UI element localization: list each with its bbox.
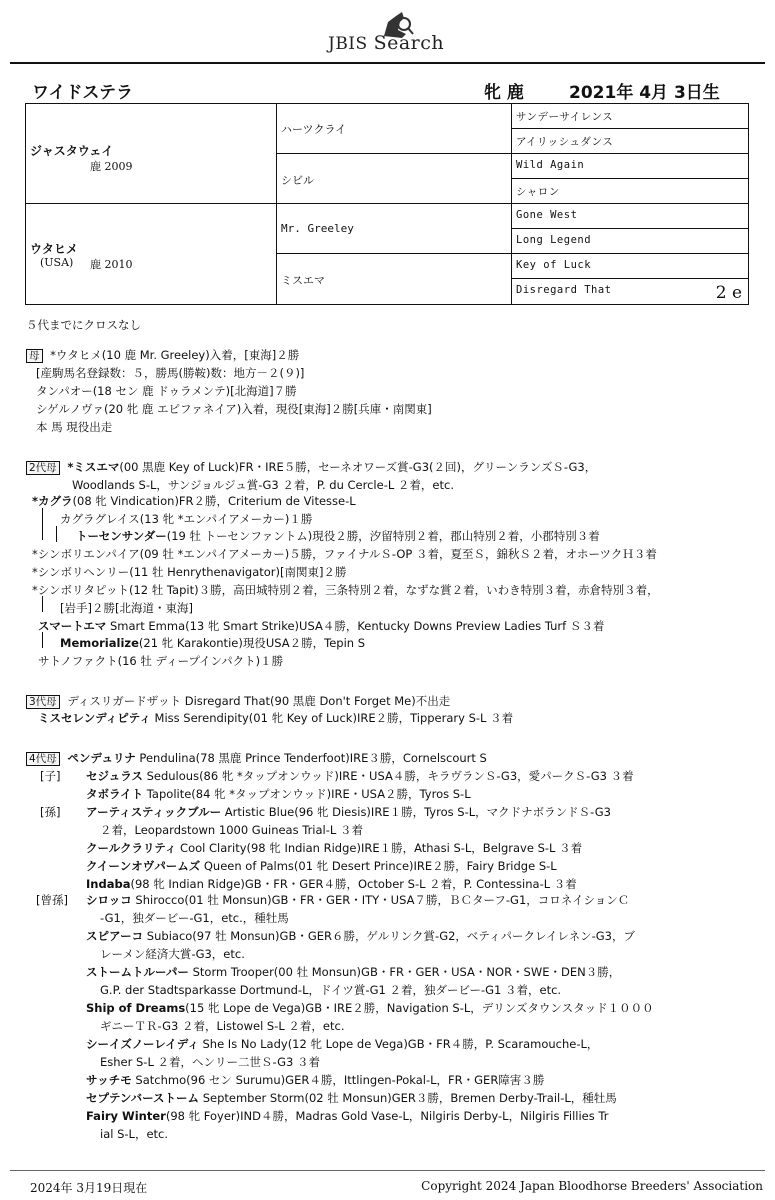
dam-line [26, 346, 299, 364]
dam2-record-cont: Woodlands S-L，サンジョルジュ賞-G3 ２着，P. du Cercle-L ２着，etc. [72, 478, 454, 492]
descendant-record: Cool Clarity(98 牝 Indian Ridge)IRE１勝，Athasi S-L，Belgrave S-L ３着 [176, 841, 583, 855]
descendant-row [100, 1125, 168, 1143]
descendant-record: Storm Trooper(00 牡 Monsun)GB・FR・GER・USA・NOR・SWE・DEN３勝， [188, 965, 621, 979]
descendant-record: (98 牝 Indian Ridge)GB・FR・GER４勝，October S-L ２着，P. Contessina-L ３着 [130, 877, 577, 891]
descendant-record: (98 牝 Foyer)IND４勝，Madras Gold Vase-L，Nilgiris Derby-L，Nilgiris Fillies Tr [165, 1109, 609, 1123]
gen3-name[interactable]: シャロン [516, 186, 560, 198]
descendant-record: (15 牝 Lope de Vega)GB・IRE２勝，Navigation S-L，デリンズタウンスタッド１０００ [185, 1001, 654, 1015]
sire-detail: 鹿 2009 [90, 160, 133, 173]
descendant-row [86, 963, 620, 981]
descendant-name[interactable]: シーイズノーレイディ [86, 1037, 199, 1051]
dam-progeny-item: シゲルノヴァ(20 牝 鹿 エピファネイア)入着，現役[東海]２勝[兵庫・南関東] [36, 402, 432, 416]
dam2-record: (00 黒鹿 Key of Luck)FR・IRE５勝，セーネオワーズ賞-G3(２回)，グリーンランズＳ-G3， [119, 460, 597, 474]
pedigree-gen3-cell [511, 154, 748, 179]
descendant-row [86, 767, 634, 785]
dam2-progeny-item: サトノファクト(16 牡 ディープインパクト)１勝 [38, 654, 284, 668]
copyright: Copyright 2024 Japan Bloodhorse Breeders' Association [421, 1179, 763, 1193]
descendant-row [100, 1017, 345, 1035]
dam3-record: ディスリガードザット Disregard That(90 黒鹿 Don't Forget Me)不出走 [67, 694, 451, 708]
descendant-name[interactable]: Indaba [86, 877, 131, 891]
gen3-name[interactable]: Gone West [516, 209, 578, 221]
descendant-row [86, 927, 635, 945]
descendant-record: Esher S-L ２着，ヘンリー二世Ｓ-G3 ３着 [100, 1055, 320, 1069]
descendant-name[interactable]: セプテンバーストーム [86, 1091, 200, 1105]
dam2-line [26, 458, 596, 476]
gen3-name[interactable]: サンデーサイレンス [516, 111, 614, 123]
dam3-progeny-item [38, 709, 513, 727]
jbis-search-logo[interactable] [328, 10, 468, 54]
horse-birthdate: 2021年 4月 3日生 [569, 83, 720, 103]
dam-origin: (USA) [40, 256, 74, 269]
descendant-name[interactable]: クイーンオヴパームズ [86, 859, 201, 873]
progeny-record: (21 牝 Karakontie)現役USA２勝，Tepin S [138, 636, 366, 650]
horse-header [32, 78, 752, 103]
descendant-row [100, 1053, 320, 1071]
gen2-name[interactable]: ミスエマ [281, 274, 325, 287]
dam2-progeny-item: *シンボリエンパイア(09 牡 *エンパイアメーカー)５勝，ファイナルＳ-OP ３着，夏至Ｓ，錦秋Ｓ２着，オホーツクＨ３着 [32, 547, 657, 561]
tree-connector [56, 526, 57, 542]
descendant-name[interactable]: セジュラス [86, 769, 143, 783]
descendant-row [86, 803, 611, 821]
descendant-row [86, 857, 557, 875]
generation-label-grandchild: [孫] [40, 805, 61, 819]
descendant-row [100, 821, 363, 839]
pedigree-gen3-cell [511, 279, 748, 304]
pedigree-gen3-cell [511, 179, 748, 204]
gen3-name[interactable]: Long Legend [516, 234, 592, 246]
gen3-name[interactable]: アイリッシュダンス [516, 136, 614, 148]
descendant-name[interactable]: シロッコ [86, 893, 132, 907]
gen3-name[interactable]: Wild Again [516, 159, 585, 171]
descendant-name[interactable]: スピアーコ [86, 929, 144, 943]
pedigree-gen3-cell [511, 254, 748, 279]
descendant-record: ial S-L，etc. [100, 1127, 169, 1141]
pedigree-gen2-cell [276, 254, 511, 304]
descendant-row [86, 999, 654, 1017]
descendant-name[interactable]: サッチモ [86, 1073, 132, 1087]
dam-tag: 母 [26, 349, 43, 363]
descendant-record: Subiaco(97 牡 Monsun)GB・GER６勝，ゲルリンク賞-G2，ベティパークレイレネン-G3，ブ [143, 929, 635, 943]
descendant-record: Artistic Blue(96 牝 Diesis)IRE１勝，Tyros S-L，マクドナボランドＳ-G3 [221, 805, 611, 819]
dam-progeny-count: [産駒馬名登録数：５，勝馬(勝鞍)数：地方－２(９)] [36, 366, 305, 380]
descendant-row [86, 1071, 544, 1089]
descendant-record: Tapolite(84 牝 *タップオンウッド)IRE・USA２勝，Tyros S-L [143, 787, 471, 801]
dam2-progeny-item [32, 492, 356, 510]
progeny-name[interactable]: ミスセレンディピティ [38, 711, 151, 725]
inbreed-mark: 2 e [715, 283, 742, 303]
dam2-progeny-item: *シンボリヘンリー(11 牡 Henrythenavigator)[南関東]２勝 [32, 565, 347, 579]
generation-label-greatgrandchild: [曾孫] [36, 893, 68, 907]
pedigree-gen2-cell [276, 154, 511, 204]
pedigree-gen2-cell [276, 204, 511, 254]
dam-detail: 鹿 2010 [90, 258, 133, 271]
descendant-row [86, 839, 582, 857]
descendant-record: Queen of Palms(01 牝 Desert Prince)IRE２勝，Fairy Bridge S-L [200, 859, 557, 873]
progeny-record: Smart Emma(13 牝 Smart Strike)USA４勝，Kentucky Downs Preview Ladies Turf Ｓ３着 [106, 619, 605, 633]
progeny-name[interactable]: スマートエマ [38, 619, 107, 633]
descendant-row [100, 981, 561, 999]
dam-progeny-item: 本 馬 現役出走 [36, 420, 113, 434]
progeny-record: Miss Serendipity(01 牝 Key of Luck)IRE２勝，Tipperary S-L ３着 [150, 711, 514, 725]
descendant-row [86, 1107, 608, 1125]
pedigree-table [25, 103, 749, 305]
pedigree-sire-cell [26, 104, 276, 204]
descendant-row [100, 945, 245, 963]
descendant-name[interactable]: Fairy Winter [86, 1109, 166, 1123]
dam3-line [26, 692, 450, 710]
tree-connector [42, 596, 43, 612]
descendant-name[interactable]: アーティスティックブルー [86, 805, 222, 819]
descendant-record: She Is No Lady(12 牝 Lope de Vega)GB・FR４勝，P. Scaramouche-L， [198, 1037, 599, 1051]
dam2-grand-progeny [60, 634, 365, 652]
descendant-record: ギニーＴＲ-G3 ２着，Listowel S-L ２着，etc. [100, 1019, 345, 1033]
dam2-progeny-cont: [岩手]２勝[北海道・東海] [60, 601, 193, 615]
horse-sex-color: 牝 鹿 [484, 83, 524, 103]
dam3-tag: 3代母 [26, 695, 60, 709]
pedigree-gen2-cell [276, 104, 511, 154]
gen2-name[interactable]: Mr. Greeley [281, 222, 354, 235]
gen2-name[interactable]: ハーツクライ [281, 123, 347, 136]
tree-connector [42, 508, 43, 540]
dam2-progeny-item [38, 617, 604, 635]
descendant-name[interactable]: ストームトルーパー [86, 965, 189, 979]
descendant-record: Sedulous(86 牝 *タップオンウッド)IRE・USA４勝，キラヴランＳ-G3，愛パークＳ-G3 ３着 [142, 769, 634, 783]
gen3-name[interactable]: Disregard That [516, 284, 612, 296]
pedigree-gen3-cell [511, 229, 748, 254]
dam-name[interactable]: ウタヒメ [30, 242, 78, 256]
logo-text: JBIS Search [328, 32, 445, 54]
dam4-record: Pendulina(78 黒鹿 Prince Tenderfoot)IRE３勝，Cornelscourt S [135, 751, 487, 765]
descendant-row [86, 1035, 598, 1053]
as-of-date: 2024年 3月19日現在 [30, 1181, 148, 1195]
descendant-record: ２着，Leopardstown 1000 Guineas Trial-L ３着 [100, 823, 363, 837]
descendant-row [86, 785, 471, 803]
progeny-name[interactable]: Memorialize [60, 636, 139, 650]
progeny-name[interactable]: *カグラ [32, 494, 73, 508]
gen2-name[interactable]: シビル [281, 174, 314, 187]
horse-name: ワイドステラ [32, 83, 133, 103]
dam4-name[interactable]: ペンデュリナ [67, 751, 136, 765]
descendant-record: -G1，独ダービー-G1，etc.，種牡馬 [100, 911, 289, 925]
dam4-line [26, 749, 487, 767]
dam-record: *ウタヒメ(10 鹿 Mr. Greeley)入着，[東海]２勝 [46, 348, 300, 362]
dam2-grand-progeny [76, 527, 600, 545]
progeny-record: (19 牡 トーセンファントム)現役２勝，汐留特別２着，郡山特別２着，小郡特別３着 [166, 529, 600, 543]
progeny-record: (08 牝 Vindication)FR２勝，Criterium de Vitesse-L [72, 494, 356, 508]
descendant-row [86, 1089, 617, 1107]
generation-label-child: [子] [40, 769, 61, 783]
header-divider [10, 62, 765, 64]
descendant-record: Shirocco(01 牡 Monsun)GB・FR・GER・ITY・USA７勝，ＢＣターフ-G1，コロネイションＣ [131, 893, 630, 907]
cross-note: ５代までにクロスなし [26, 318, 141, 332]
descendant-row [100, 909, 289, 927]
dam2-tag: 2代母 [26, 461, 60, 475]
descendant-record: September Storm(02 牡 Monsun)GER３勝，Bremen Derby-Trail-L，種牡馬 [199, 1091, 617, 1105]
tree-connector [42, 632, 43, 648]
footer-divider [10, 1170, 765, 1171]
pedigree-gen3-cell [511, 104, 748, 129]
dam2-progeny-item: *シンボリタピット(12 牡 Tapit)３勝，高田城特別２着，三条特別２着，なずな賞２着，いわき特別３着，赤倉特別３着， [32, 583, 659, 597]
dam-progeny-item: タンパオー(18 セン 鹿 ドゥラメンテ)[北海道]７勝 [36, 384, 297, 398]
sire-name[interactable]: ジャスタウェイ [30, 144, 114, 158]
descendant-record: レーメン経済大賞-G3，etc. [100, 947, 245, 961]
gen3-name[interactable]: Key of Luck [516, 259, 592, 271]
dam2-grand-progeny: カグラグレイス(13 牝 *エンパイアメーカー)１勝 [60, 512, 313, 526]
dam4-tag: 4代母 [26, 752, 60, 766]
descendant-record: Satchmo(96 セン Surumu)GER４勝，Ittlingen-Pokal-L，FR・GER障害３勝 [131, 1073, 545, 1087]
descendant-name[interactable]: タボライト [86, 787, 144, 801]
dam2-name[interactable]: *ミスエマ [67, 460, 120, 474]
pedigree-gen3-cell [511, 129, 748, 154]
progeny-name[interactable]: トーセンサンダー [76, 529, 167, 543]
descendant-name[interactable]: クールクラリティ [86, 841, 177, 855]
descendant-name[interactable]: Ship of Dreams [86, 1001, 186, 1015]
pedigree-dam-cell [26, 204, 276, 304]
descendant-record: G.P. der Stadtsparkasse Dortmund-L，ドイツ賞-G1 ２着，独ダービー-G1 ３着，etc. [100, 983, 562, 997]
pedigree-gen3-cell [511, 204, 748, 229]
descendant-row [86, 891, 629, 909]
